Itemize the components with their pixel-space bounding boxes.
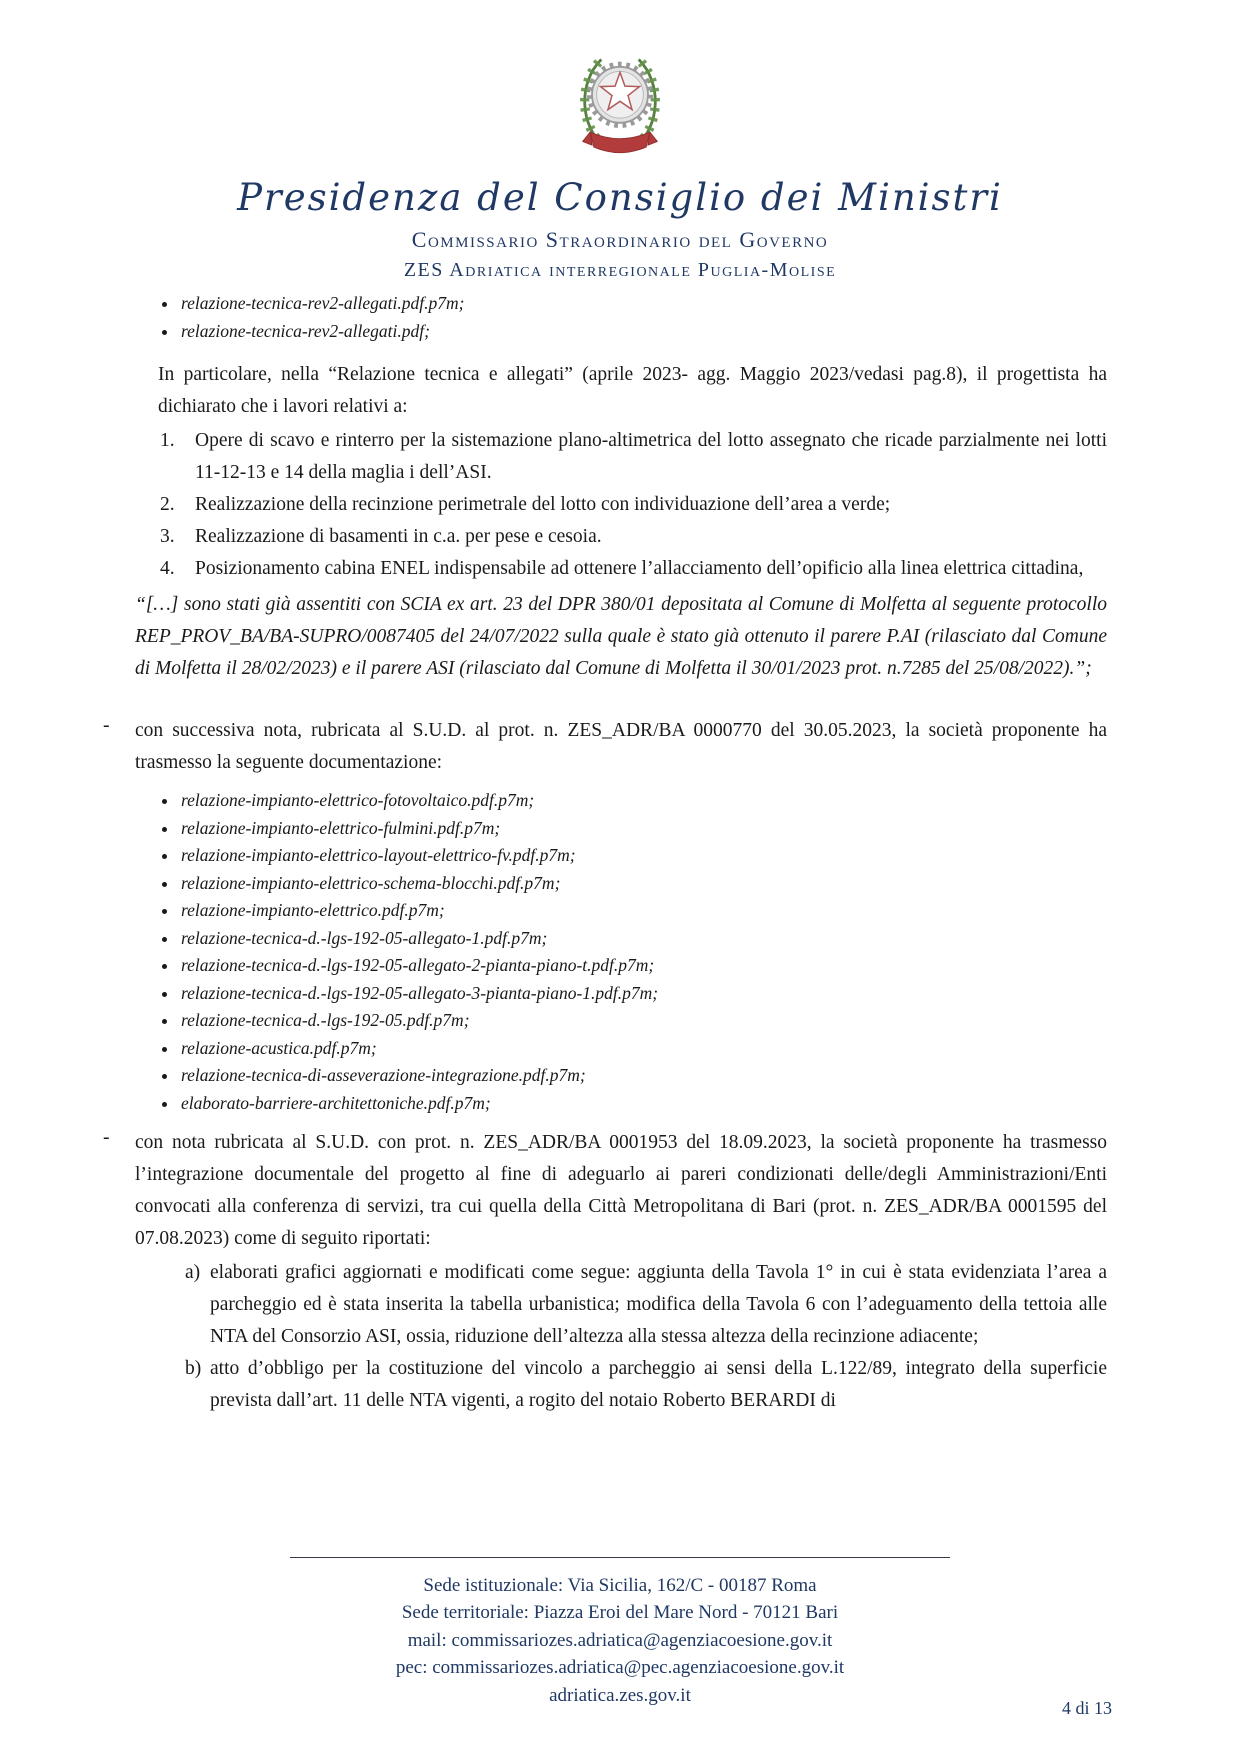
footer-address-block bbox=[0, 1572, 1240, 1710]
attachment-item: • relazione-impianto-elettrico-layout-elettrico-fv.pdf.p7m; bbox=[179, 842, 1107, 870]
footer-line: adriatica.zes.gov.it bbox=[549, 1684, 691, 1706]
attachment-list-top bbox=[135, 290, 1107, 345]
attachment-item: • relazione-impianto-elettrico.pdf.p7m; bbox=[179, 897, 1107, 925]
footer-line: Sede territoriale: Piazza Eroi del Mare Nord - 70121 Bari bbox=[401, 1602, 839, 1623]
footer-line: mail: commissariozes.adriatica@agenziacoesione.gov.it bbox=[407, 1629, 833, 1651]
numbered-item: Posizionamento cabina ENEL indispensabile ad ottenere l’allacciamento dell’opificio alla linea elettrica cittadina, bbox=[195, 558, 1084, 579]
lettered-item bbox=[135, 1257, 1107, 1353]
lettered-list bbox=[135, 1257, 1107, 1417]
attachment-item: • relazione-tecnica-d.-lgs-192-05-allegato-2-pianta-piano-t.pdf.p7m; bbox=[179, 952, 1107, 980]
dash-item-2-text: con nota rubricata al S.U.D. con prot. n. ZES_ADR/BA 0001953 del 18.09.2023, la società proponente ha trasmesso l’integrazione documentale del progetto al fine di adeguarlo ai pareri condizionati delle/degli Amministrazioni/Enti convocati alla conferenza di servizi, tra cui quella della Città Metropolitana di Bari (prot. n. ZES_ADR/BA 0001595 del 07.08.2023) come di seguito riportati: bbox=[135, 1132, 1107, 1249]
dash-marker: - bbox=[103, 715, 110, 736]
footer-divider bbox=[290, 1557, 950, 1558]
attachment-item: • relazione-tecnica-rev2-allegati.pdf.p7m; bbox=[179, 290, 1107, 318]
dash-item-1 bbox=[103, 715, 1107, 779]
header-zes-line: ZES Adriatica interregionale Puglia-Molise bbox=[403, 259, 837, 281]
lettered-item-label: a) bbox=[185, 1262, 201, 1283]
attachment-item: • relazione-tecnica-d.-lgs-192-05-allegato-1.pdf.p7m; bbox=[179, 925, 1107, 953]
italian-republic-emblem-icon bbox=[564, 40, 676, 172]
header-script-title: Presidenza del Consiglio dei Ministri bbox=[237, 176, 1003, 219]
lettered-item-label: b) bbox=[185, 1358, 202, 1379]
quote-paragraph: “[…] sono stati già assentiti con SCIA ex art. 23 del DPR 380/01 depositata al Comune di Molfetta al seguente protocollo REP_PROV_BA/BA-SUPRO/0087405 del 24/07/2022 sulla quale è stato già ottenuto il parere P.AI (rilasciato dal Comune di Molfetta il 28/02/2023) e il parere ASI (rilasciato dal Comune di Molfetta il 30/01/2023 prot. n.7285 del 25/08/2022).”; bbox=[135, 594, 1107, 679]
dash-marker: - bbox=[103, 1127, 110, 1148]
lettered-item-text: atto d’obbligo per la costituzione del vincolo a parcheggio ai sensi della L.122/89, integrato della superficie prevista dall’art. 11 delle NTA vigenti, a rogito del notaio Roberto BERARDI di bbox=[210, 1358, 1107, 1411]
attachment-item: • relazione-tecnica-d.-lgs-192-05.pdf.p7m; bbox=[179, 1007, 1107, 1035]
attachment-item: • elaborato-barriere-architettoniche.pdf.p7m; bbox=[179, 1090, 1107, 1118]
document-footer bbox=[0, 1557, 1240, 1755]
dash-item-2 bbox=[103, 1127, 1107, 1255]
header-office-line: Commissario Straordinario del Governo bbox=[411, 227, 829, 252]
page-number: 4 di 13 bbox=[1061, 1698, 1112, 1718]
numbered-item: Realizzazione della recinzione perimetrale del lotto con individuazione dell’area a verde; bbox=[195, 494, 891, 515]
attachment-list-docs bbox=[135, 787, 1107, 1117]
attachment-item: • relazione-impianto-elettrico-fulmini.pdf.p7m; bbox=[179, 815, 1107, 843]
attachment-item: • relazione-acustica.pdf.p7m; bbox=[179, 1035, 1107, 1063]
footer-line: pec: commissariozes.adriatica@pec.agenziacoesione.gov.it bbox=[395, 1657, 845, 1678]
lettered-item bbox=[135, 1353, 1107, 1417]
document-body bbox=[103, 286, 1107, 1417]
dash-item-1-text: con successiva nota, rubricata al S.U.D. al prot. n. ZES_ADR/BA 0000770 del 30.05.2023, la società proponente ha trasmesso la seguente documentazione: bbox=[135, 720, 1107, 773]
attachment-item: • relazione-tecnica-rev2-allegati.pdf; bbox=[179, 318, 1107, 346]
lettered-item-text: elaborati grafici aggiornati e modificati come segue: aggiunta della Tavola 1° in cui è stata evidenziata l’area a parcheggio ed è stata inserita la tabella urbanistica; modifica della Tavola 6 con l’adeguamento della tettoia alle NTA del Consorzio ASI, ossia, riduzione dell’altezza alla stessa altezza della recinzione adiacente; bbox=[210, 1262, 1107, 1347]
numbered-item: Realizzazione di basamenti in c.a. per pese e cesoia. bbox=[195, 526, 602, 547]
attachment-item: • relazione-tecnica-di-asseverazione-integrazione.pdf.p7m; bbox=[179, 1062, 1107, 1090]
numbered-item: Opere di scavo e rinterro per la sistemazione plano-altimetrica del lotto assegnato che ricade parzialmente nei lotti 11-12-13 e 14 della maglia i dell’ASI. bbox=[195, 430, 1107, 483]
intro-paragraph: In particolare, nella “Relazione tecnica e allegati” (aprile 2023- agg. Maggio 2023/vedasi pag.8), il progettista ha dichiarato che i lavori relativi a: bbox=[158, 364, 1107, 417]
document-header bbox=[0, 40, 1240, 282]
works-numbered-list bbox=[135, 425, 1107, 585]
attachment-item: • relazione-impianto-elettrico-fotovoltaico.pdf.p7m; bbox=[179, 787, 1107, 815]
footer-line: Sede istituzionale: Via Sicilia, 162/C - 00187 Roma bbox=[423, 1574, 817, 1596]
attachment-item: • relazione-tecnica-d.-lgs-192-05-allegato-3-pianta-piano-1.pdf.p7m; bbox=[179, 980, 1107, 1008]
attachment-item: • relazione-impianto-elettrico-schema-blocchi.pdf.p7m; bbox=[179, 870, 1107, 898]
